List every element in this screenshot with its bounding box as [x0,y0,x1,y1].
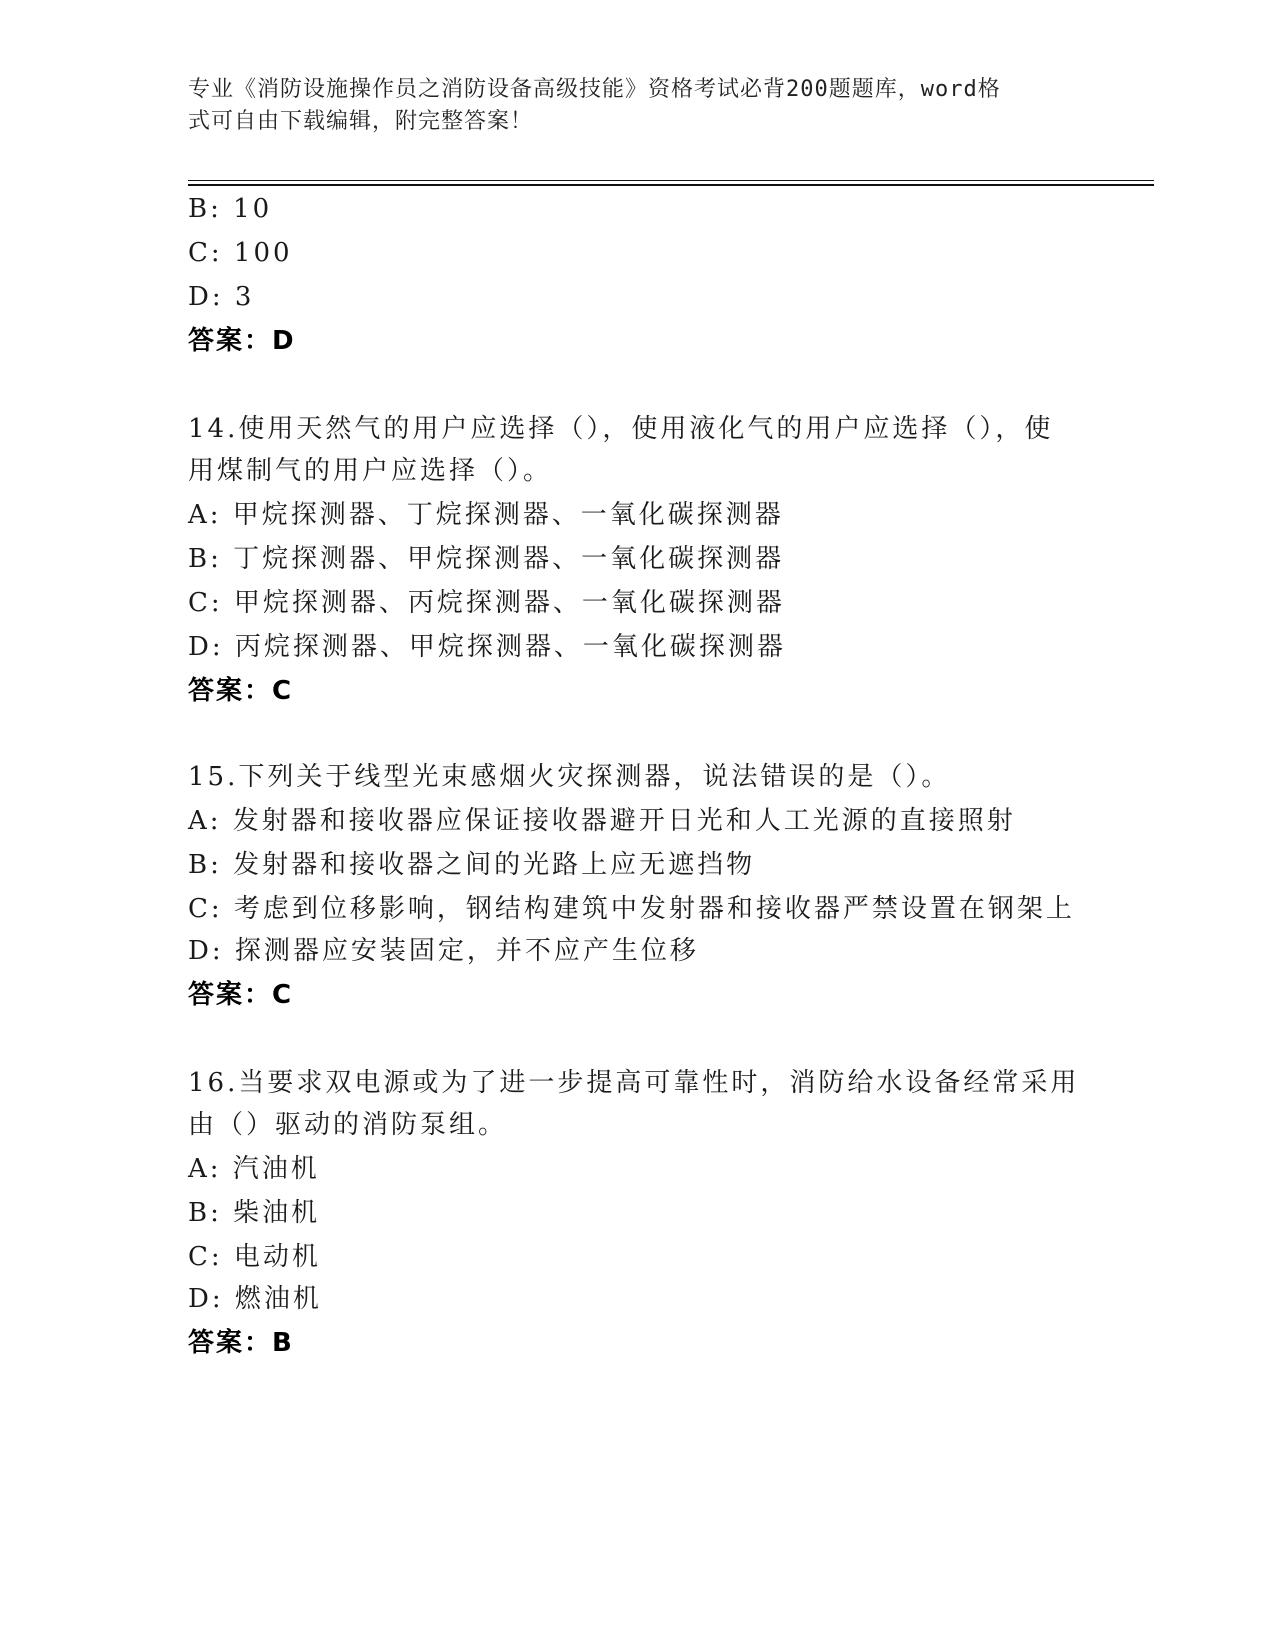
header-title-line-1: 专业《消防设施操作员之消防设备高级技能》资格考试必背200题题库，word格 [188,77,1001,102]
q13-answer: 答案：D [188,326,296,356]
q16-option-d: D: 燃油机 [188,1284,322,1314]
document-header [188,74,1068,138]
q16-stem-line-2: 由（）驱动的消防泵组。 [188,1110,508,1140]
q14-option-d: D: 丙烷探测器、甲烷探测器、一氧化碳探测器 [188,632,786,662]
q16-option-a: A: 汽油机 [188,1154,320,1184]
q15-option-a: A: 发射器和接收器应保证接收器避开日光和人工光源的直接照射 [188,806,1016,836]
q13-option-c: C: 100 [188,238,293,268]
q15-option-d: D: 探测器应安装固定，并不应产生位移 [188,936,699,966]
header-title-line-2: 式可自由下载编辑，附完整答案！ [188,109,534,134]
q16-option-b: B: 柴油机 [188,1198,321,1228]
q16-option-c: C: 电动机 [188,1242,321,1272]
q16-answer: 答案：B [188,1328,294,1358]
q16-stem-line-1: 16.当要求双电源或为了进一步提高可靠性时，消防给水设备经常采用 [188,1068,1080,1098]
header-divider-thin [188,180,1154,181]
q14-option-b: B: 丁烷探测器、甲烷探测器、一氧化碳探测器 [188,544,785,574]
q15-option-c: C: 考虑到位移影响，钢结构建筑中发射器和接收器严禁设置在钢架上 [188,894,1075,924]
q14-stem-line-2: 用煤制气的用户应选择（）。 [188,456,553,486]
q14-option-c: C: 甲烷探测器、丙烷探测器、一氧化碳探测器 [188,588,785,618]
q14-stem-line-1: 14.使用天然气的用户应选择（），使用液化气的用户应选择（），使 [188,414,1054,444]
header-divider-thick [188,184,1154,186]
q13-option-b: B: 10 [188,194,273,224]
q14-option-a: A: 甲烷探测器、丁烷探测器、一氧化碳探测器 [188,500,784,530]
q15-answer: 答案：C [188,980,294,1010]
q15-option-b: B: 发射器和接收器之间的光路上应无遮挡物 [188,850,756,880]
q13-option-d: D: 3 [188,282,255,312]
q14-answer: 答案：C [188,676,294,706]
q15-stem-line-1: 15.下列关于线型光束感烟火灾探测器，说法错误的是（）。 [188,762,951,792]
